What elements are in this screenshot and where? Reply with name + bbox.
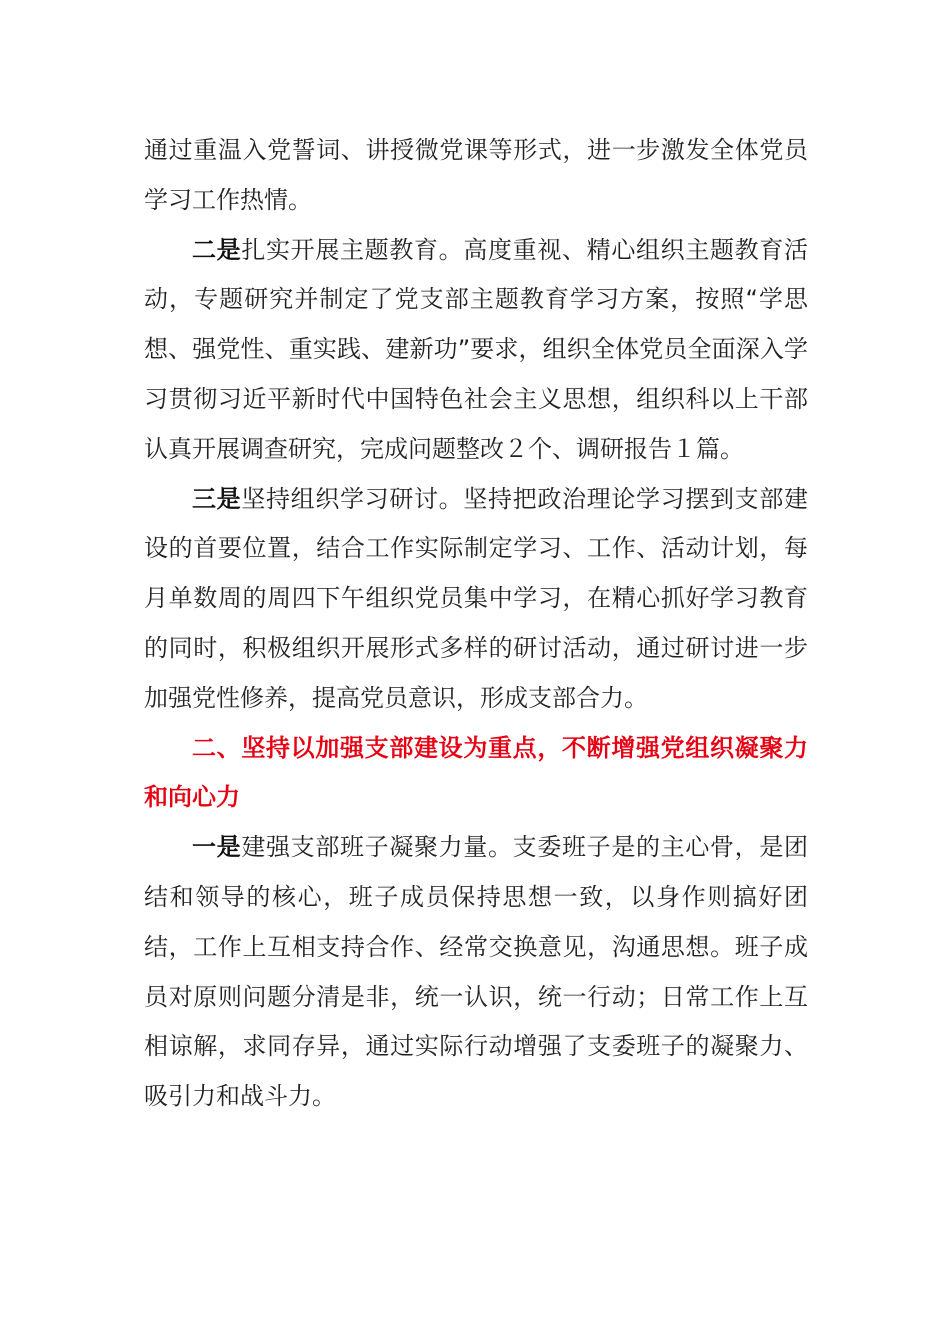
paragraph-branch-team <box>144 823 808 1122</box>
paragraph-text: 通过重温入党誓词、讲授微党课等形式，进一步激发全体党员学习工作热情。 <box>144 136 808 214</box>
paragraph-lead: 一是 <box>192 833 242 862</box>
document-body <box>144 126 808 1122</box>
paragraph-continuation <box>144 126 808 226</box>
paragraph-theme-education <box>144 226 808 475</box>
paragraph-text: 建强支部班子凝聚力量。支委班子是的主心骨，是团结和领导的核心，班子成员保持思想一致，以身作则搞好团结，工作上互相支持合作、经常交换意见，沟通思想。班子成员对原则问题分清是非，统一认识，统一行动；日常工作上互相谅解，求同存异，通过实际行动增强了支委班子的凝聚力、吸引力和战斗力。 <box>144 833 809 1111</box>
paragraph-text: 扎实开展主题教育。高度重视、精心组织主题教育活动，专题研究并制定了党支部主题教育学习方案，按照“学思想、强党性、重实践、建新功”要求，组织全体党员全面深入学习贯彻习近平新时代中国特色社会主义思想，组织科以上干部认真开展调查研究，完成问题整改２个、调研报告１篇。 <box>144 235 809 463</box>
paragraph-lead: 二是 <box>192 235 242 264</box>
section-heading: 二、坚持以加强支部建设为重点，不断增强党组织凝聚力和向心力 <box>144 733 808 812</box>
paragraph-lead: 三是 <box>192 484 242 513</box>
paragraph-text: 坚持组织学习研讨。坚持把政治理论学习摆到支部建设的首要位置，结合工作实际制定学习、工作、活动计划，每月单数周的周四下午组织党员集中学习，在精心抓好学习教育的同时，积极组织开展形式多样的研讨活动，通过研讨进一步加强党性修养，提高党员意识，形成支部合力。 <box>144 484 809 712</box>
paragraph-study-discussion <box>144 475 808 724</box>
